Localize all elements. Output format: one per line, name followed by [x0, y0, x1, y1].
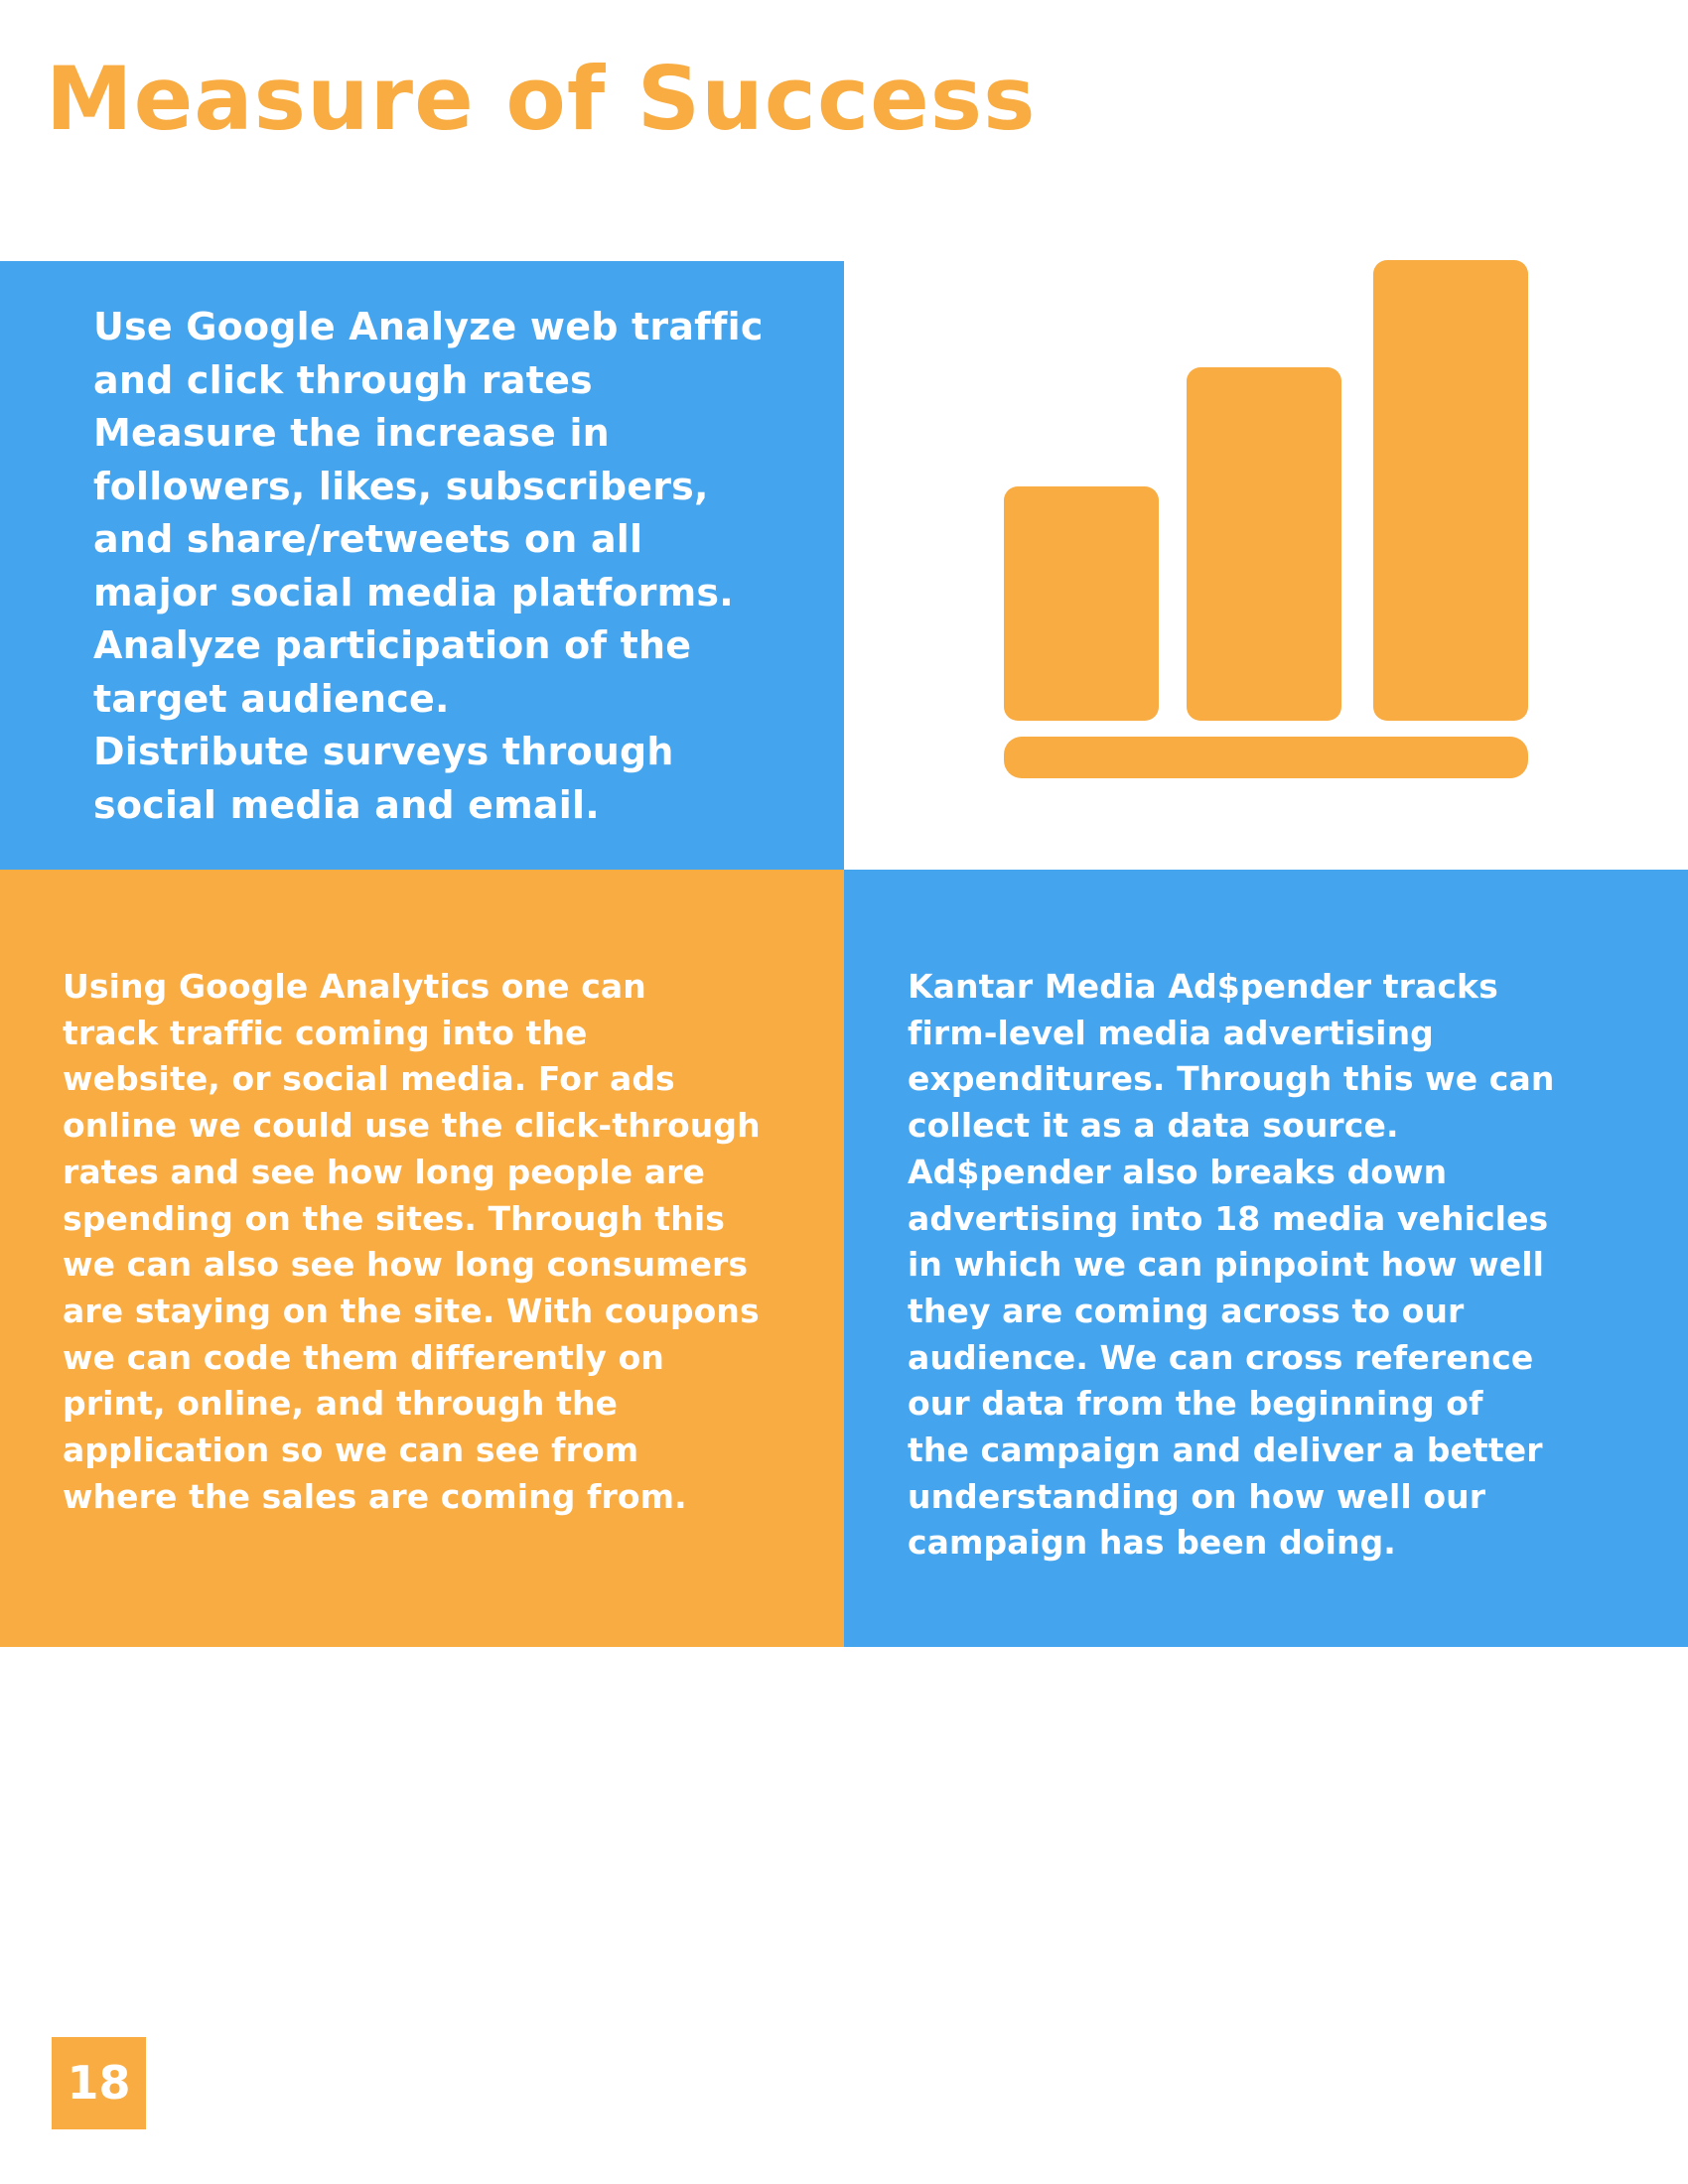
text-line: we can code them differently on [63, 1337, 664, 1377]
text-line: spending on the sites. Through this [63, 1198, 726, 1238]
text-line: Analyze participation of the [93, 623, 692, 667]
text-line: Measure the increase in [93, 411, 610, 455]
text-line: Using Google Analytics one can [63, 967, 646, 1006]
kantar-adspender-panel [844, 870, 1688, 1647]
chart-icon-bar-medium [1187, 367, 1341, 721]
text-line: followers, likes, subscribers, [93, 464, 709, 508]
bar-chart-icon [1004, 260, 1528, 780]
text-line: Use Google Analyze web traffic [93, 305, 764, 348]
text-line: social media and email. [93, 782, 600, 827]
text-line: target audience. [93, 676, 450, 721]
text-line: rates and see how long people are [63, 1152, 706, 1191]
text-line: firm-level media advertising [908, 1013, 1434, 1052]
text-line: expenditures. Through this we can [908, 1059, 1555, 1099]
text-line: understanding on how well our [908, 1476, 1486, 1516]
kantar-adspender-text [908, 964, 1554, 1567]
text-line: Ad$pender also breaks down [908, 1152, 1448, 1191]
google-analytics-text [63, 964, 761, 1520]
text-line: and click through rates [93, 357, 593, 402]
text-line: and share/retweets on all [93, 517, 643, 561]
page-title: Measure of Success [46, 48, 1037, 150]
chart-icon-bar-short [1004, 486, 1159, 721]
text-line: website, or social media. For ads [63, 1059, 675, 1099]
text-line: in which we can pinpoint how well [908, 1245, 1545, 1285]
text-line: collect it as a data source. [908, 1106, 1399, 1146]
text-line: they are coming across to our [908, 1291, 1465, 1330]
text-line: Distribute surveys through [93, 730, 674, 773]
text-line: audience. We can cross reference [908, 1337, 1534, 1377]
text-line: the campaign and deliver a better [908, 1431, 1543, 1470]
text-line: where the sales are coming from. [63, 1476, 687, 1516]
text-line: advertising into 18 media vehicles [908, 1198, 1549, 1238]
text-line: campaign has been doing. [908, 1523, 1396, 1563]
chart-icon-baseline [1004, 737, 1528, 778]
text-line: application so we can see from [63, 1431, 639, 1470]
google-analytics-panel [0, 870, 844, 1647]
text-line: are staying on the site. With coupons [63, 1291, 760, 1330]
text-line: print, online, and through the [63, 1384, 619, 1424]
text-line: our data from the beginning of [908, 1384, 1483, 1424]
text-line: track traffic coming into the [63, 1013, 588, 1052]
text-line: online we could use the click-through [63, 1106, 761, 1146]
measurement-methods-panel [0, 261, 844, 870]
measurement-methods-text [93, 301, 764, 832]
text-line: we can also see how long consumers [63, 1245, 749, 1285]
page-number: 18 [52, 2037, 146, 2129]
chart-icon-bar-tall [1373, 260, 1528, 721]
text-line: Kantar Media Ad$pender tracks [908, 967, 1498, 1006]
text-line: major social media platforms. [93, 570, 734, 614]
